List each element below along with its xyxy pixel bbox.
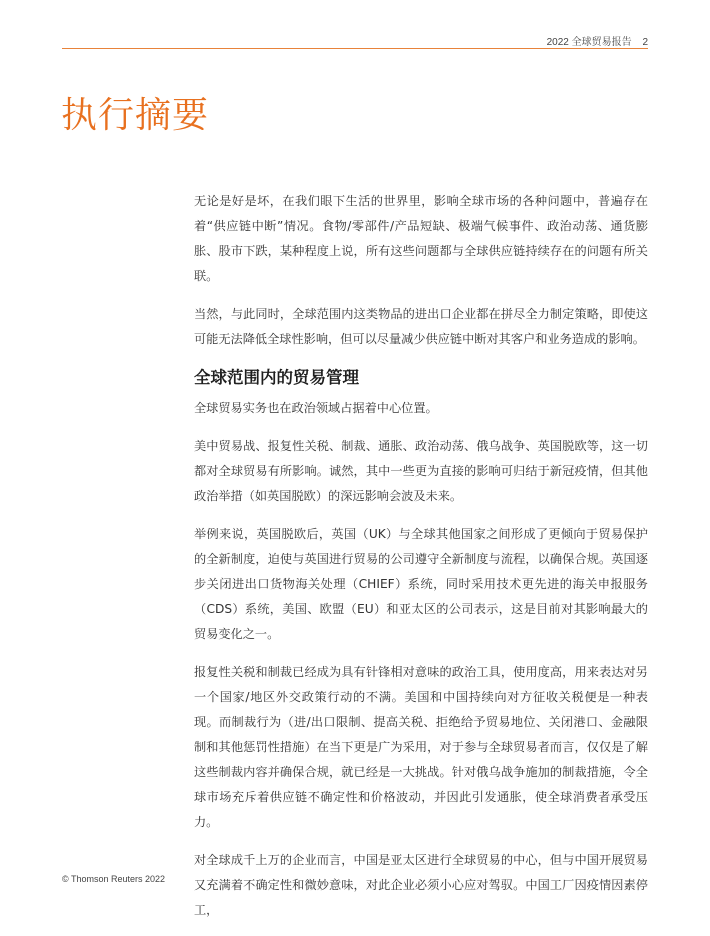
page-title: 执行摘要: [61, 95, 210, 136]
page-header: [547, 33, 648, 48]
section-paragraph-5: 对全球成千上万的企业而言，中国是亚太区进行全球贸易的中心，但与中国开展贸易又充满着不确定性和微妙意味，对此企业必须小心应对驾驭。中国工厂因疫情因素停工，: [194, 853, 648, 917]
section-paragraph-3: 举例来说，英国脱欧后，英国（UK）与全球其他国家之间形成了更倾向于贸易保护的全新制度，迫使与英国进行贸易的公司遵守全新制度与流程，以确保合规。英国逐步关闭进出口货物海关处理（CHIEF）系统，同时采用技术更先进的海关申报服务（CDS）系统，美国、欧盟（EU）和亚太区的公司表示，这是目前对其影响最大的贸易变化之一。: [194, 527, 648, 641]
section-paragraph-2: 美中贸易战、报复性关税、制裁、通胀、政治动荡、俄乌战争、英国脱欧等，这一切都对全球贸易有所影响。诚然，其中一些更为直接的影响可归结于新冠疫情，但其他政治举措（如英国脱欧）的深远影响会波及未来。: [194, 439, 648, 503]
report-title: 2022 全球贸易报告: [546, 37, 632, 48]
section-heading: 全球范围内的贸易管理: [194, 368, 359, 387]
main-content: [194, 189, 648, 936]
intro-paragraph-2: 当然，与此同时，全球范围内这类物品的进出口企业都在拼尽全力制定策略，即使这可能无法降低全球性影响，但可以尽量减少供应链中断对其客户和业务造成的影响。: [194, 307, 648, 346]
section-paragraph-1: 全球贸易实务也在政治领域占据着中心位置。: [194, 401, 438, 415]
copyright-footer: © Thomson Reuters 2022: [62, 874, 166, 884]
header-divider: [62, 48, 648, 49]
intro-paragraph-1: 无论是好是坏，在我们眼下生活的世界里，影响全球市场的各种问题中，普遍存在着“供应链中断”情况。食物/零部件/产品短缺、极端气候事件、政治动荡、通货膨胀、股市下跌，某种程度上说，所有这些问题都与全球供应链持续存在的问题有所关联。: [194, 194, 648, 283]
section-paragraph-4: 报复性关税和制裁已经成为具有针锋相对意味的政治工具，使用度高，用来表达对另一个国家/地区外交政策行动的不满。美国和中国持续向对方征收关税便是一种表现。而制裁行为（进/出口限制、提高关税、拒绝给予贸易地位、关闭港口、金融限制和其他惩罚性措施）在当下更是广为采用，对于参与全球贸易者而言，仅仅是了解这些制裁内容并确保合规，就已经是一大挑战。针对俄乌战争施加的制裁措施，令全球市场充斥着供应链不确定性和价格波动，并因此引发通胀，使全球消费者承受压力。: [194, 665, 648, 829]
page-number: 2: [642, 37, 648, 48]
